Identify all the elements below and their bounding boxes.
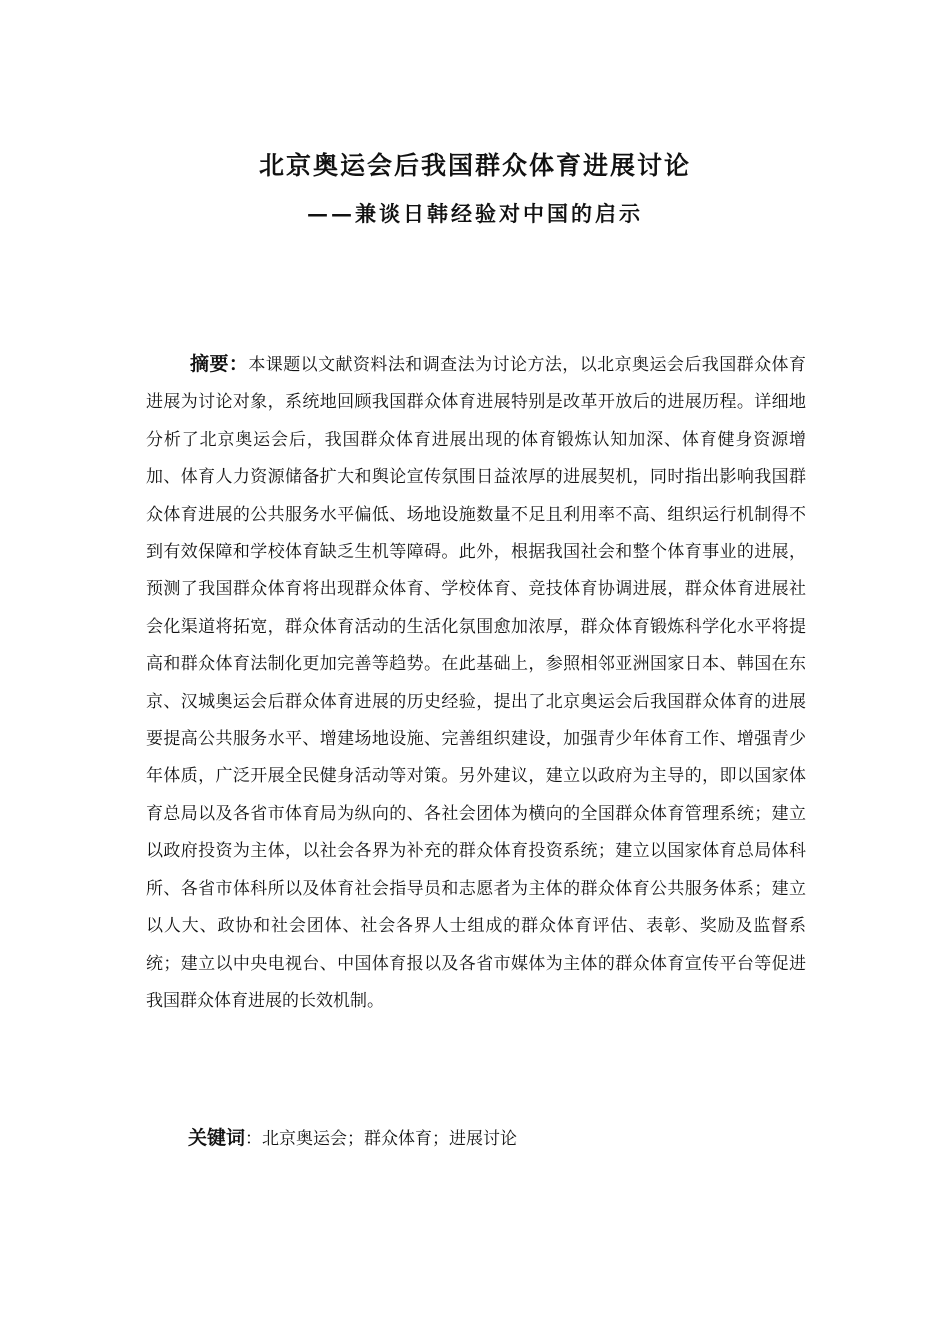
abstract-label: 摘要: [190, 353, 229, 375]
keywords-label: 关键词: [188, 1127, 246, 1149]
paper-subtitle: ——兼谈日韩经验对中国的启示: [307, 201, 643, 226]
abstract-text: 本课题以文献资料法和调查法为讨论方法，以北京奥运会后我国群众体育进展为讨论对象，系统地回顾我国群众体育进展特别是改革开放后的进展历程。详细地分析了北京奥运会后，我国群众体育进展出现的体育锻炼认知加深、体育健身资源增加、体育人力资源储备扩大和舆论宣传氛围日益浓厚的进展契机，同时指出影响我国群众体育进展的公共服务水平偏低、场地设施数量不足且利用率不高、组织运行机制得不到有效保障和学校体育缺乏生机等障碍。此外，根据我国社会和整个体育事业的进展，预测了我国群众体育将出现群众体育、学校体育、竞技体育协调进展，群众体育进展社会化渠道将拓宽，群众体育活动的生活化氛围愈加浓厚，群众体育锻炼科学化水平将提高和群众体育法制化更加完善等趋势。在此基础上，参照相邻亚洲国家日本、韩国在东京、汉城奥运会后群众体育进展的历史经验，提出了北京奥运会后我国群众体育的进展要提高公共服务水平、增建场地设施、完善组织建设，加强青少年体育工作、增强青少年体质，广泛开展全民健身活动等对策。另外建议，建立以政府为主导的，即以国家体育总局以及各省市体育局为纵向的、各社会团体为横向的全国群众体育管理系统；建立以政府投资为主体，以社会各界为补充的群众体育投资系统；建立以国家体育总局体科所、各省市体科所以及体育社会指导员和志愿者为主体的群众体育公共服务体系；建立以人大、政协和社会团体、社会各界人士组成的群众体育评估、表彰、奖励及监督系统；建立以中央电视台、中国体育报以及各省市媒体为主体的群众体育宣传平台等促进我国群众体育进展的长效机制。: [146, 355, 806, 1011]
abstract-separator: ：: [228, 353, 249, 375]
keywords-paragraph: [146, 1120, 806, 1158]
paper-title: 北京奥运会后我国群众体育进展讨论: [258, 151, 691, 180]
abstract-paragraph: [146, 346, 806, 1020]
keywords-text: 北京奥运会；群众体育；进展讨论: [262, 1129, 518, 1149]
keywords-separator: ：: [245, 1129, 263, 1149]
